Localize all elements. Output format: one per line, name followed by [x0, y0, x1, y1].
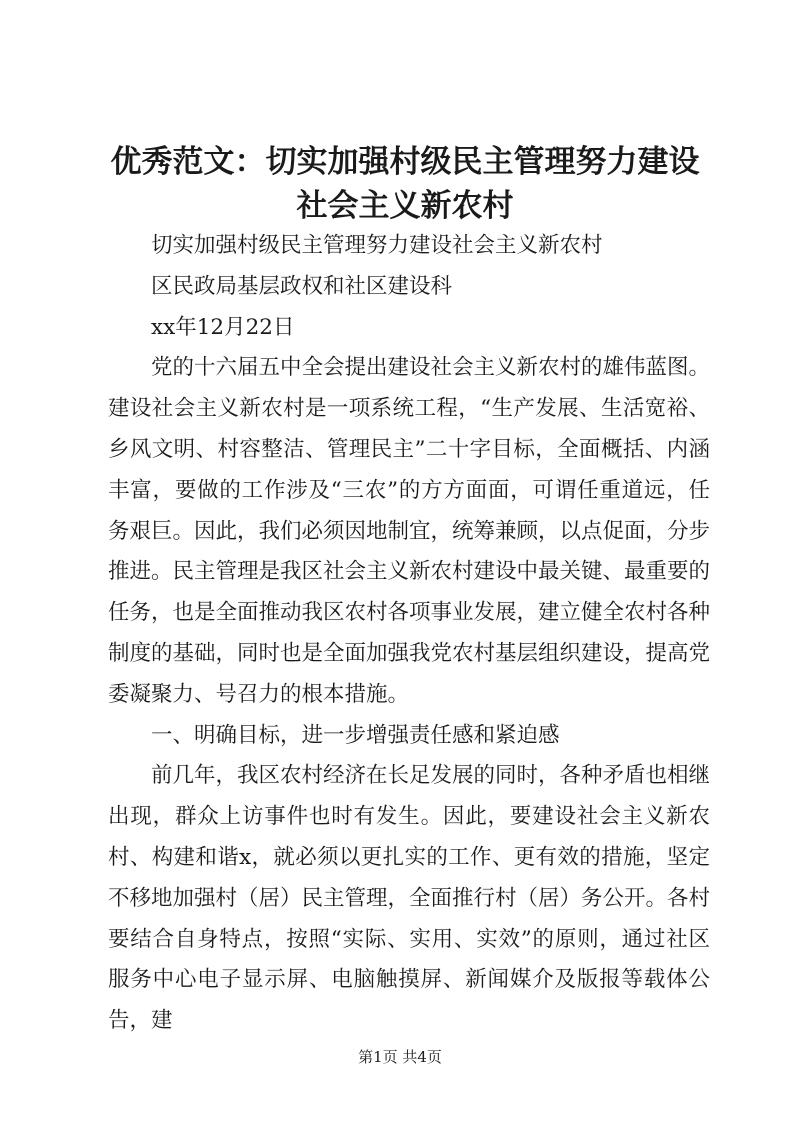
- body-paragraph: 党的十六届五中全会提出建设社会主义新农村的雄伟蓝图。建设社会主义新农村是一项系统工程，“生产发展、生活宽裕、乡风文明、村容整洁、管理民主”二十字目标，全面概括、内涵丰富，要做的工作涉及“三农”的方方面面，可谓任重道远，任务艰巨。因此，我们必须因地制宜，统筹兼顾，以点促面，分步推进。民主管理是我区社会主义新农村建设中最关键、最重要的任务，也是全面推动我区农村各项事业发展，建立健全农村各种制度的基础，同时也是全面加强我党农村基层组织建设，提高党委凝聚力、号召力的根本措施。: [108, 355, 711, 707]
- document-body: [108, 226, 710, 1042]
- date-paragraph: xx年12月22日: [151, 314, 295, 340]
- page-footer: 第1页 共4页: [358, 1048, 442, 1066]
- body-paragraph: 前几年，我区农村经济在长足发展的同时，各种矛盾也相继出现，群众上访事件也时有发生。因此，要建设社会主义新农村、构建和谐x，就必须以更扎实的工作、更有效的措施，坚定不移地加强村（居）民主管理，全面推行村（居）务公开。各村要结合自身特点，按照“实际、实用、实效”的原则，通过社区服务中心电子显示屏、电脑触摸屏、新闻媒介及版报等载体公告，建: [108, 763, 711, 1034]
- document-title: 优秀范文：切实加强村级民主管理努力建设社会主义新农村: [110, 144, 700, 224]
- subtitle-paragraph: 切实加强村级民主管理努力建设社会主义新农村: [151, 233, 603, 258]
- author-paragraph: 区民政局基层政权和社区建设科: [151, 273, 453, 299]
- section-heading: 一、明确目标，进一步增强责任感和紧迫感: [151, 722, 560, 748]
